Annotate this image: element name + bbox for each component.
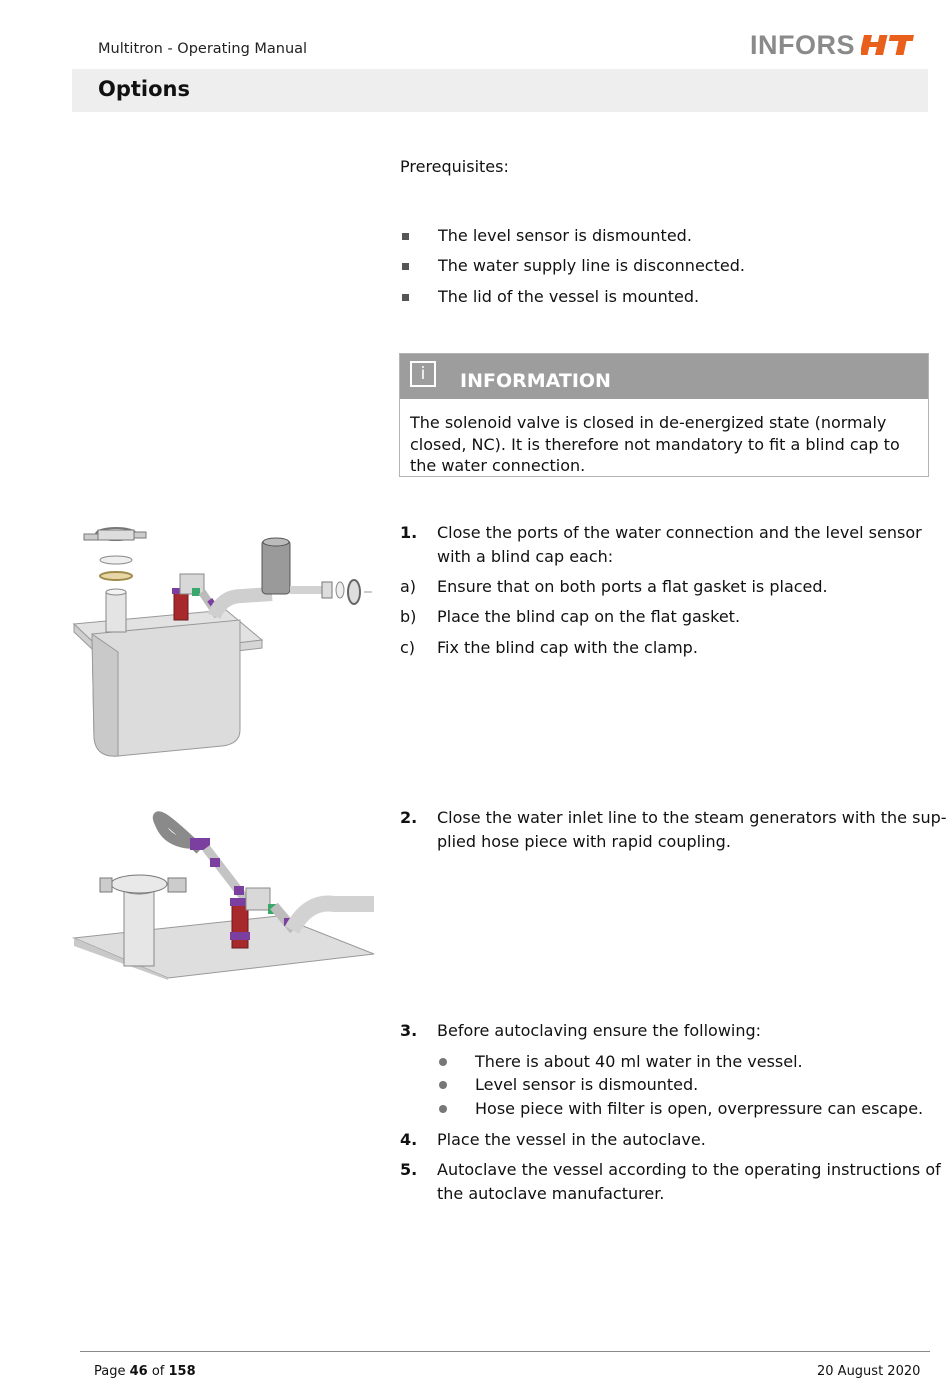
- step-text: Before autoclaving ensure the following:: [437, 1021, 762, 1040]
- step-text: Autoclave the vessel according to the operating instructions of: [437, 1160, 941, 1179]
- bullet-square: [402, 294, 409, 301]
- step-text: the autoclave manufacturer.: [437, 1184, 665, 1203]
- footer-divider: [80, 1351, 930, 1352]
- substep-text: Place the blind cap on the flat gasket.: [437, 607, 741, 626]
- information-label: INFORMATION: [460, 370, 611, 392]
- step-text: Close the water inlet line to the steam generators with the sup-: [437, 808, 947, 827]
- step-number: 3.: [400, 1021, 418, 1040]
- prerequisite-item: The water supply line is disconnected.: [438, 256, 745, 275]
- step-number: 2.: [400, 808, 418, 827]
- document-title: Multitron - Operating Manual: [98, 41, 308, 57]
- step-number: 4.: [400, 1130, 418, 1149]
- step-number: 5.: [400, 1160, 418, 1179]
- information-header: [400, 354, 928, 399]
- substep-letter: b): [400, 607, 417, 626]
- page-prefix: Page: [94, 1364, 130, 1379]
- step-number: 1.: [400, 523, 418, 542]
- logo-ht-mark: [861, 33, 915, 57]
- page-current: 46: [129, 1364, 148, 1379]
- section-title: Options: [98, 77, 190, 101]
- step-bullet: Hose piece with filter is open, overpressure can escape.: [475, 1099, 924, 1118]
- document-date: 20 August 2020: [817, 1364, 921, 1379]
- logo-text: INFORS: [750, 29, 856, 60]
- substep-letter: a): [400, 577, 417, 596]
- step-bullet: Level sensor is dismounted.: [475, 1075, 699, 1094]
- bullet-square: [402, 233, 409, 240]
- information-box: [399, 353, 929, 477]
- step-text: with a blind cap each:: [437, 547, 614, 566]
- hose-piece-illustration: [72, 800, 376, 980]
- step-text: Close the ports of the water connection and the level sensor: [437, 523, 922, 542]
- bullet-square: [402, 263, 409, 270]
- infors-ht-logo: [750, 30, 915, 60]
- step-text: Place the vessel in the autoclave.: [437, 1130, 706, 1149]
- substep-letter: c): [400, 638, 416, 657]
- bullet-dot: [439, 1081, 447, 1089]
- substep-text: Fix the blind cap with the clamp.: [437, 638, 698, 657]
- page-of: of: [147, 1364, 169, 1379]
- step-bullet: There is about 40 ml water in the vessel.: [475, 1052, 803, 1071]
- section-header-bar: [72, 69, 928, 112]
- page-total: 158: [168, 1364, 196, 1379]
- substep-text: Ensure that on both ports a flat gasket is placed.: [437, 577, 828, 596]
- prerequisite-item: The level sensor is dismounted.: [438, 226, 692, 245]
- information-text: The solenoid valve is closed in de-energized state (normaly closed, NC). It is therefore not mandatory to fit a blind cap to the water connection.: [410, 413, 900, 475]
- bullet-dot: [439, 1105, 447, 1113]
- prerequisites-label: Prerequisites:: [400, 157, 509, 176]
- info-icon: i: [410, 361, 436, 387]
- prerequisite-item: The lid of the vessel is mounted.: [438, 287, 700, 306]
- step-text: plied hose piece with rapid coupling.: [437, 832, 731, 851]
- page-number: [94, 1364, 196, 1379]
- bullet-dot: [439, 1058, 447, 1066]
- vessel-blind-caps-illustration: [72, 512, 374, 762]
